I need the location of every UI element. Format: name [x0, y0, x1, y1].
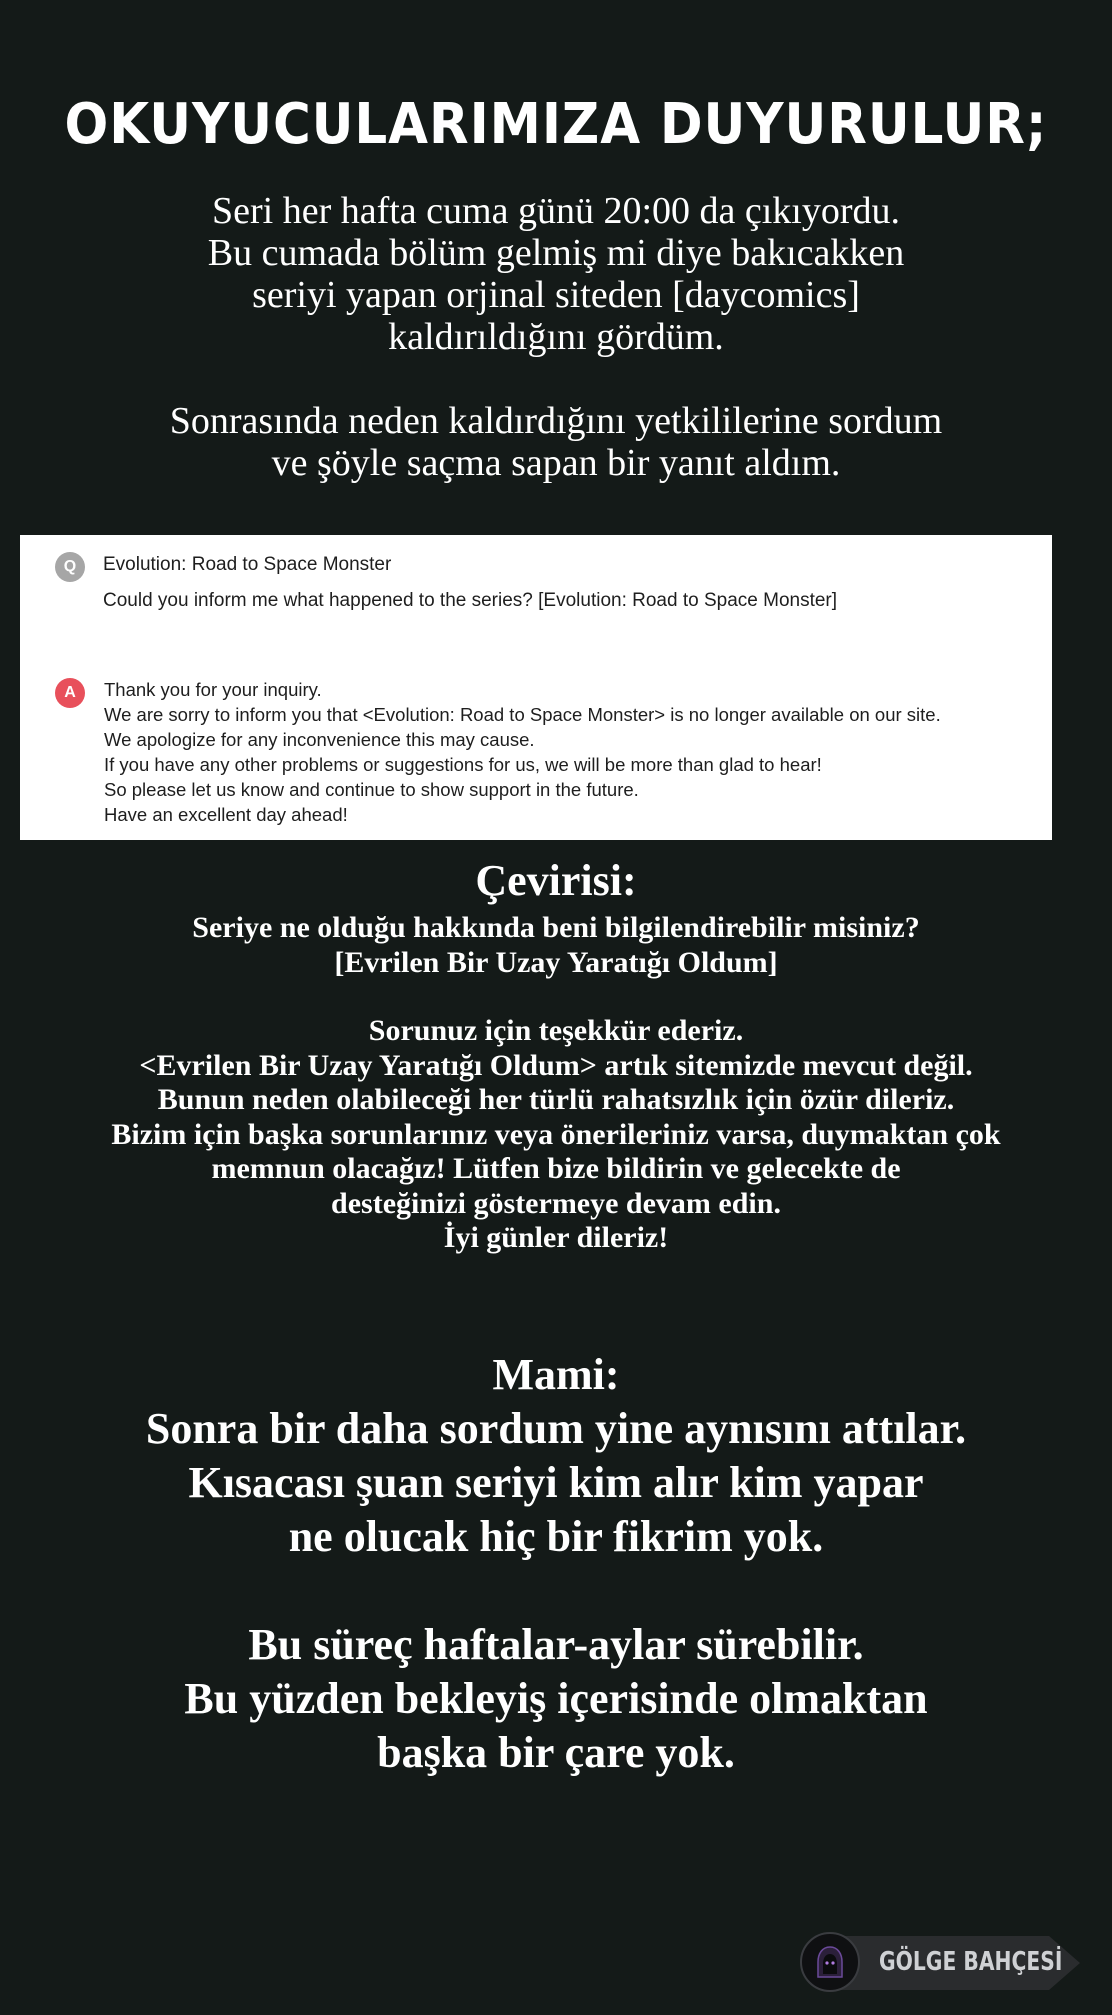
intro-line: ve şöyle saçma sapan bir yanıt aldım.: [271, 442, 841, 484]
translation-line: memnun olacağız! Lütfen bize bildirin ve gelecekte de: [211, 1152, 901, 1185]
announcement-title: OKUYUCULARIMIZA DUYURULUR;: [64, 92, 1048, 157]
logo-text: GÖLGE BAHÇESİ: [879, 1947, 1063, 1977]
note-author: Mami:: [492, 1350, 620, 1399]
note-line: Kısacası şuan seriyi kim alır kim yapar: [188, 1458, 924, 1507]
note-line: Bu süreç haftalar-aylar sürebilir.: [248, 1620, 864, 1669]
question-badge: Q: [55, 552, 85, 582]
intro-line: Seri her hafta cuma günü 20:00 da çıkıyordu.: [211, 190, 901, 232]
translation-line: <Evrilen Bir Uzay Yaratığı Oldum> artık sitemizde mevcut değil.: [139, 1048, 973, 1082]
answer-text: [104, 677, 941, 827]
note-line: Bu yüzden bekleyiş içerisinde olmaktan: [184, 1674, 928, 1723]
translator-note: [30, 1348, 1082, 1780]
answer-badge: A: [55, 678, 85, 708]
translation-line: Seriye ne olduğu hakkında beni bilgilendirebilir misiniz?: [192, 911, 920, 944]
spacer: [60, 358, 1052, 400]
answer-line: We are sorry to inform you that <Evolution: Road to Space Monster> is no longer available on our site.: [104, 704, 941, 725]
intro-line: kaldırıldığını gördüm.: [388, 316, 724, 358]
intro-line: Bu cumada bölüm gelmiş mi diye bakıcakken: [207, 232, 905, 274]
spacer: [40, 980, 1072, 1014]
translation-section: [40, 855, 1072, 1256]
answer-line: Have an excellent day ahead!: [104, 804, 348, 825]
translation-heading: Çevirisi:: [475, 856, 637, 905]
translation-line: İyi günler dileriz!: [443, 1221, 669, 1254]
answer-line: Thank you for your inquiry.: [104, 679, 322, 700]
intro-line: Sonrasında neden kaldırdığını yetkililerine sordum: [169, 400, 943, 442]
answer-line: We apologize for any inconvenience this may cause.: [104, 729, 535, 750]
intro-line: seriyi yapan orjinal siteden [daycomics]: [252, 274, 860, 316]
translation-line: [Evrilen Bir Uzay Yaratığı Oldum]: [334, 945, 778, 979]
note-line: başka bir çare yok.: [377, 1728, 735, 1777]
answer-line: If you have any other problems or suggestions for us, we will be more than glad to hear!: [104, 754, 822, 775]
group-logo: [800, 1932, 1090, 1994]
translation-line: Sorunuz için teşekkür ederiz.: [368, 1014, 744, 1047]
question-title: Evolution: Road to Space Monster: [103, 554, 392, 575]
hooded-figure-icon: [800, 1932, 860, 1992]
answer-line: So please let us know and continue to show support in the future.: [104, 779, 639, 800]
note-line: ne olucak hiç bir fikrim yok.: [288, 1512, 824, 1561]
note-line: Sonra bir daha sordum yine aynısını attılar.: [145, 1404, 967, 1453]
translation-line: desteğinizi göstermeye devam edin.: [331, 1186, 781, 1220]
qa-screenshot-card: [20, 535, 1052, 840]
spacer: [30, 1564, 1082, 1618]
question-text: Could you inform me what happened to the series? [Evolution: Road to Space Monster]: [103, 590, 838, 611]
translation-line: Bizim için başka sorunlarınız veya önerileriniz varsa, duymaktan çok: [111, 1117, 1001, 1151]
intro-text: [60, 190, 1052, 484]
translation-line: Bunun neden olabileceği her türlü rahatsızlık için özür dileriz.: [157, 1083, 955, 1116]
